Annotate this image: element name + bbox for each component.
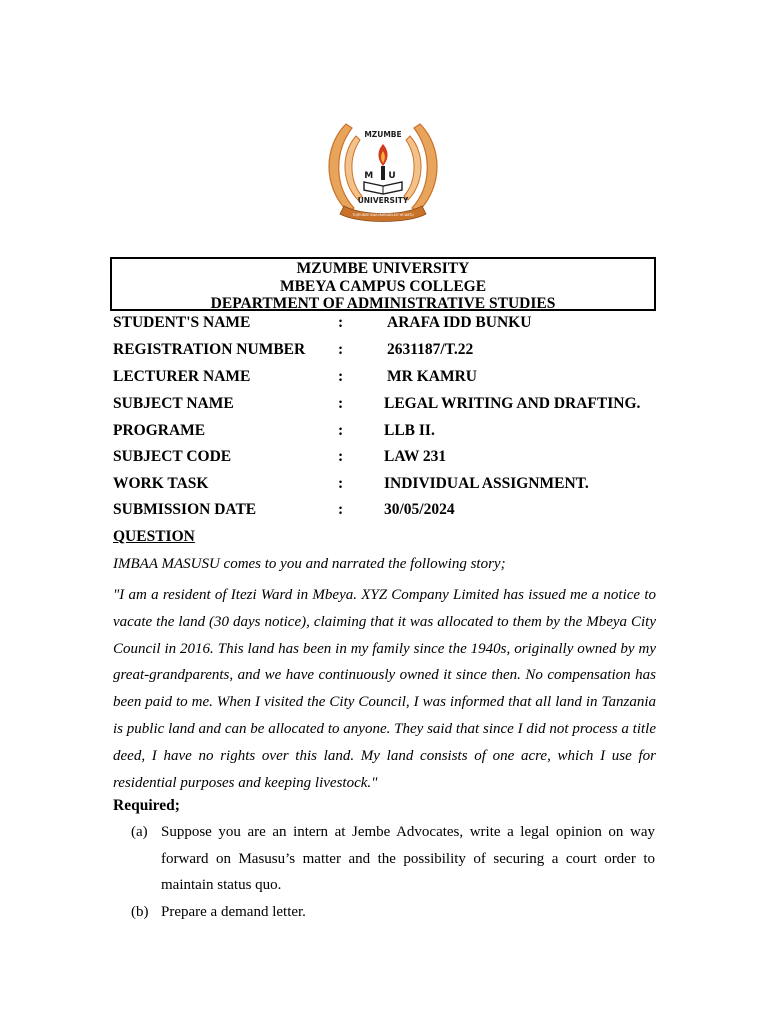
info-label: REGISTRATION NUMBER [113,341,306,358]
info-separator: : [338,422,344,439]
info-separator: : [338,395,344,412]
question-story: "I am a resident of Itezi Ward in Mbeya. XYZ Company Limited has issued me a notice to vacate the land (30 days notice), claiming that it was allocated to them by the Mbeya City Council in 2016. This land has been in my family since the 1940s, originally owned by my great-grandparents, and we have continuously owned it since then. No compensation has been paid to me. When I visited the City Council, I was informed that all land in Tanzania is public land and can be allocated to anyone. They said that since I did not process a title deed, I have no rights over this land. My land consists of one acre, which I use for residential purposes and keeping livestock." [113,587,656,791]
university-name: MZUMBE UNIVERSITY [296,260,470,277]
info-value: LAW 231 [384,448,447,465]
logo-bottom-text: UNIVERSITY [357,196,409,205]
info-label: SUBJECT NAME [113,395,234,412]
info-label: LECTURER NAME [113,368,251,385]
info-value: 30/05/2024 [384,501,455,518]
info-row-registration-number [113,340,673,360]
info-label: WORK TASK [113,475,209,492]
info-label: SUBMISSION DATE [113,501,257,518]
info-value: 2631187/T.22 [387,341,474,358]
info-row-subject-code [113,447,673,467]
info-row-programe [113,421,673,441]
info-row-work-task [113,474,673,494]
logo-motto: TUJIFUNZE KWA MAENDELEO YA WATU [352,213,414,217]
info-row-lecturer-name [113,367,673,387]
info-row-submission-date [113,500,673,520]
task-marker: (b) [131,904,149,920]
info-separator: : [338,341,344,358]
info-separator: : [338,368,344,385]
info-separator: : [338,475,344,492]
info-value: MR KAMRU [387,368,477,385]
logo-top-text: MZUMBE [364,130,402,139]
task-text: Suppose you are an intern at Jembe Advocates, write a legal opinion on way forward on Masusu’s matter and the possibility of securing a court order to maintain status quo. [161,824,655,893]
task-marker: (a) [131,824,148,840]
logo-center-text: M U [364,171,402,181]
info-label: PROGRAME [113,422,206,439]
info-row-subject-name [113,394,673,414]
info-label: SUBJECT CODE [113,448,232,465]
info-value: LLB II. [384,422,435,439]
info-row-student-name [113,313,673,333]
info-separator: : [338,314,344,331]
question-heading: QUESTION [113,528,195,545]
task-text: Prepare a demand letter. [161,904,306,920]
required-heading: Required; [113,797,180,814]
university-logo [318,116,448,228]
college-name: MBEYA CAMPUS COLLEGE [279,277,487,295]
info-separator: : [338,448,344,465]
info-value: LEGAL WRITING AND DRAFTING. [384,395,641,412]
info-label: STUDENT'S NAME [113,314,251,331]
info-value: INDIVIDUAL ASSIGNMENT. [384,475,589,492]
question-intro: IMBAA MASUSU comes to you and narrated the following story; [113,556,506,572]
department-name: DEPARTMENT OF ADMINISTRATIVE STUDIES [210,295,556,312]
info-value: ARAFA IDD BUNKU [387,314,532,331]
info-separator: : [338,501,344,518]
institution-header [110,257,656,311]
